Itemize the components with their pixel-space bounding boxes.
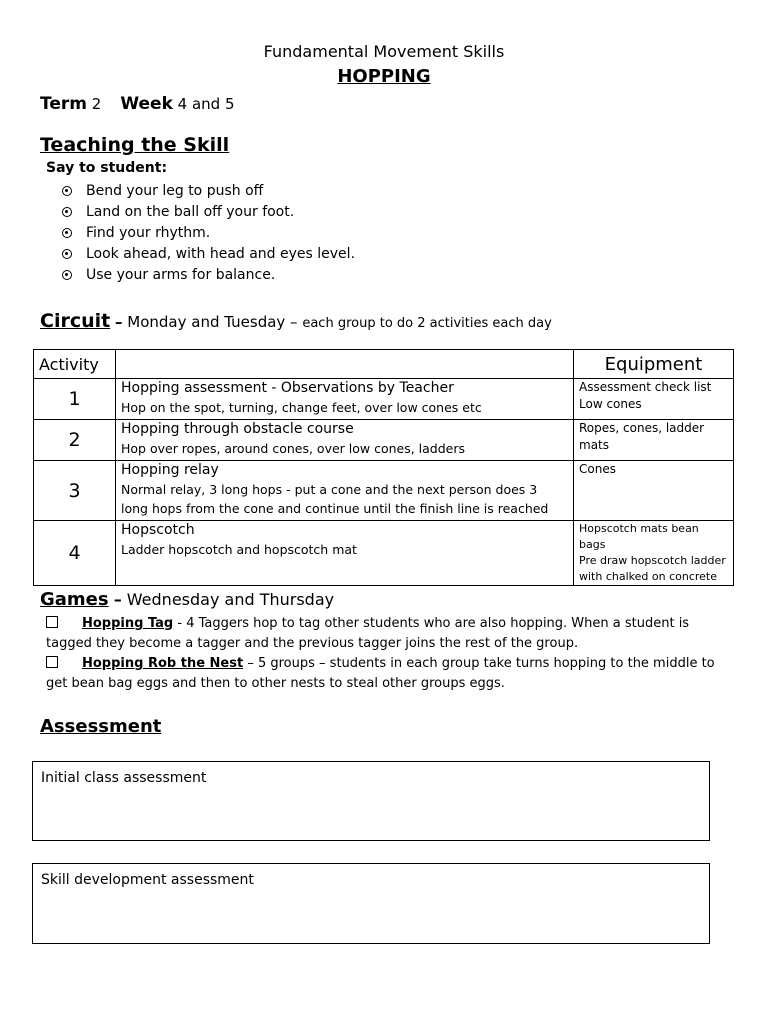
equipment-item: Low cones <box>579 397 642 411</box>
term-label: Term <box>40 94 87 114</box>
bullet-icon <box>62 186 72 196</box>
activity-number: 3 <box>34 461 116 521</box>
circuit-table <box>33 349 734 586</box>
list-item <box>62 201 355 222</box>
list-item <box>62 180 355 201</box>
column-header-blank <box>116 350 574 379</box>
bullet-icon <box>62 207 72 217</box>
bullet-icon <box>62 270 72 280</box>
assessment-box-label: Initial class assessment <box>41 770 207 786</box>
week-value: 4 and 5 <box>177 95 235 113</box>
game-item <box>46 654 726 694</box>
circuit-note: each group to do 2 activities each day <box>302 316 552 331</box>
activity-title: Hopscotch <box>121 522 195 538</box>
activity-description: Hop over ropes, around cones, over low cones, ladders <box>121 441 466 456</box>
checkbox-icon <box>46 616 58 628</box>
equipment-item: Pre draw hopscotch ladder <box>579 554 726 567</box>
week-label: Week <box>120 94 173 114</box>
bullet-icon <box>62 228 72 238</box>
teaching-point: Find your rhythm. <box>86 224 211 241</box>
equipment-item: mats <box>579 438 609 452</box>
circuit-dash: – <box>115 313 123 331</box>
activity-title: Hopping through obstacle course <box>121 421 354 437</box>
activity-cell <box>116 420 574 461</box>
equipment-item: Cones <box>579 462 616 476</box>
initial-assessment-box <box>32 761 710 841</box>
column-header-equipment: Equipment <box>574 350 734 379</box>
activity-title: Hopping relay <box>121 462 219 478</box>
games-days: Wednesday and Thursday <box>126 590 335 609</box>
activity-title: Hopping assessment - Observations by Teacher <box>121 380 454 396</box>
checkbox-icon <box>46 656 58 668</box>
activity-number: 2 <box>34 420 116 461</box>
teaching-point: Use your arms for balance. <box>86 266 276 283</box>
equipment-cell <box>574 420 734 461</box>
activity-cell <box>116 379 574 420</box>
equipment-item: Ropes, cones, ladder <box>579 421 705 435</box>
bullet-icon <box>62 249 72 259</box>
assessment-box-label: Skill development assessment <box>41 872 254 888</box>
activity-description: Normal relay, 3 long hops - put a cone and the next person does 3 long hops from the cone and continue until the finish line is reached <box>121 482 549 516</box>
activity-number: 4 <box>34 521 116 586</box>
activity-cell <box>116 521 574 586</box>
circuit-days: Monday and Tuesday – <box>127 313 298 331</box>
activity-description: Ladder hopscotch and hopscotch mat <box>121 542 357 557</box>
equipment-item: Hopscotch mats bean bags <box>579 522 699 551</box>
term-value: 2 <box>91 95 102 113</box>
list-item <box>62 264 355 285</box>
list-item <box>62 222 355 243</box>
equipment-cell <box>574 379 734 420</box>
say-to-student-label: Say to student: <box>46 160 168 176</box>
list-item <box>62 243 355 264</box>
column-header-activity: Activity <box>34 350 116 379</box>
teaching-point: Bend your leg to push off <box>86 182 264 199</box>
teaching-heading: Teaching the Skill <box>40 134 230 156</box>
document-subtitle: HOPPING <box>337 66 431 87</box>
games-line <box>40 589 334 610</box>
teaching-points-list <box>62 180 355 285</box>
activity-description: Hop on the spot, turning, change feet, over low cones etc <box>121 400 482 415</box>
game-item <box>46 614 726 654</box>
game-name: Hopping Tag <box>82 616 174 631</box>
equipment-item: Assessment check list <box>579 380 712 394</box>
equipment-cell <box>574 461 734 521</box>
games-heading: Games <box>40 589 109 610</box>
circuit-line <box>40 310 552 332</box>
activity-cell <box>116 461 574 521</box>
table-row <box>34 461 734 521</box>
table-row <box>34 379 734 420</box>
skill-development-assessment-box <box>32 863 710 944</box>
equipment-cell <box>574 521 734 586</box>
assessment-heading: Assessment <box>40 716 162 737</box>
teaching-point: Look ahead, with head and eyes level. <box>86 245 356 262</box>
equipment-item: with chalked on concrete <box>579 570 717 583</box>
circuit-heading: Circuit <box>40 310 111 332</box>
activity-number: 1 <box>34 379 116 420</box>
term-week-line <box>40 94 235 114</box>
games-dash: – <box>113 590 122 609</box>
teaching-point: Land on the ball off your foot. <box>86 203 295 220</box>
table-row <box>34 420 734 461</box>
game-name: Hopping Rob the Nest <box>82 656 244 671</box>
game-description: - 4 Taggers hop to tag other students who are also hopping. When a student is tagged they become a tagger and the previous tagger joins the rest of the group. <box>46 616 690 651</box>
table-header-row <box>34 350 734 379</box>
game-description: – 5 groups – students in each group take turns hopping to the middle to get bean bag eggs and then to other nests to steal other groups eggs. <box>46 656 715 691</box>
document-title: Fundamental Movement Skills <box>263 42 505 61</box>
table-row <box>34 521 734 586</box>
